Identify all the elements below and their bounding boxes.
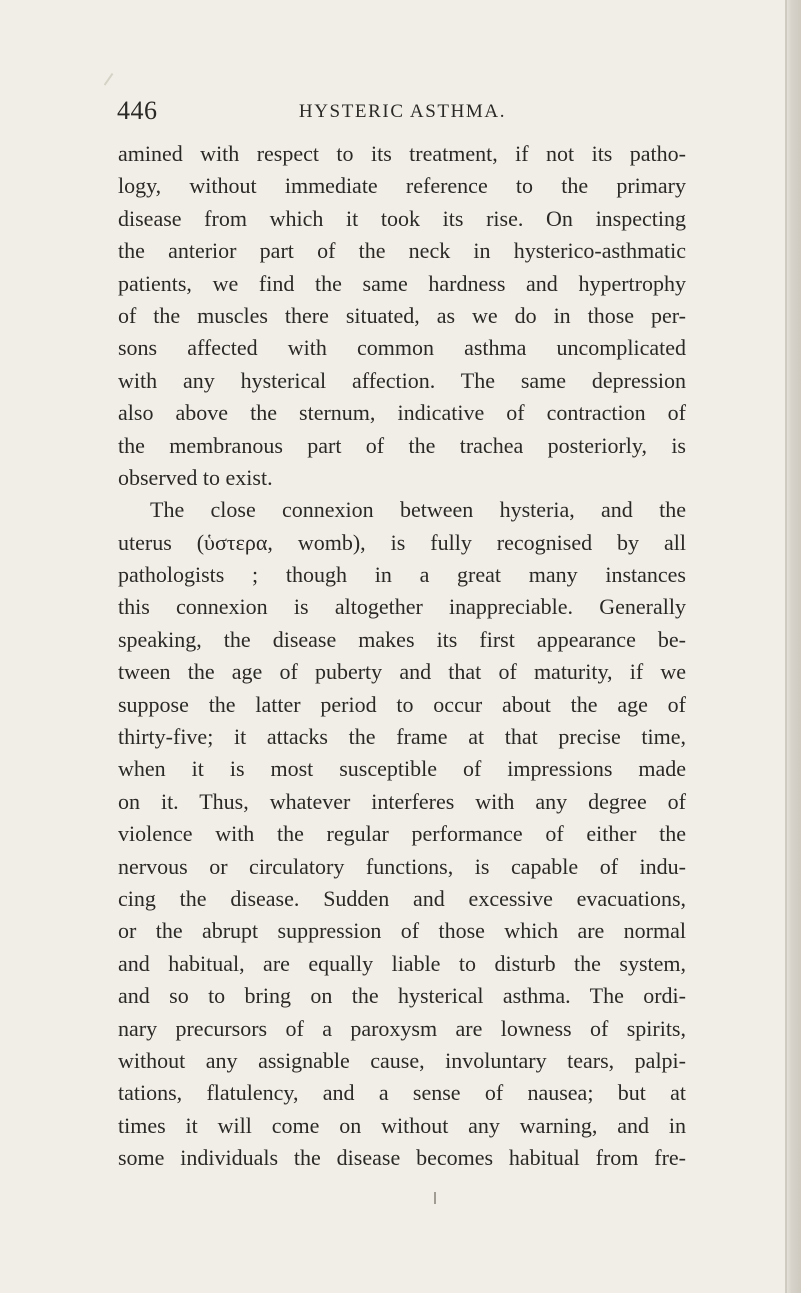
text-line: the anterior part of the neck in hysterico-asthmatic (118, 238, 686, 264)
page-edge-line (785, 0, 787, 1293)
text-line: tations, flatulency, and a sense of nausea; but at (118, 1080, 686, 1106)
paragraph-start-line: The close connexion between hysteria, and the (150, 497, 686, 523)
text-line: logy, without immediate reference to the primary (118, 173, 686, 199)
text-line: cing the disease. Sudden and excessive evacuations, (118, 885, 686, 911)
running-head: HYSTERIC ASTHMA. (298, 101, 507, 122)
text-line: or the abrupt suppression of those which are normal (118, 918, 686, 944)
text-line: thirty-five; it attacks the frame at that precise time, (118, 724, 686, 750)
text-line: violence with the regular performance of either the (118, 821, 686, 847)
text-line: the membranous part of the trachea posteriorly, is (118, 432, 686, 458)
body-text (118, 138, 686, 1175)
page-header (0, 96, 801, 136)
page-edge-shadow (785, 0, 801, 1293)
text-line: speaking, the disease makes its first appearance be- (118, 626, 686, 652)
text-line: uterus (ὑστερα, womb), is fully recognised by all (118, 529, 686, 555)
text-line: nary precursors of a paroxysm are lowness of spirits, (118, 1015, 686, 1041)
text-line: of the muscles there situated, as we do in those per- (118, 302, 686, 328)
text-line: when it is most susceptible of impressions made (118, 756, 686, 782)
text-line: some individuals the disease becomes habitual from fre- (118, 1145, 686, 1171)
paragraph-end-line: observed to exist. (118, 464, 273, 490)
text-line: on it. Thus, whatever interferes with any degree of (118, 788, 686, 814)
page-number: 446 (117, 96, 158, 125)
text-line: this connexion is altogether inappreciable. Generally (118, 594, 686, 620)
text-line: amined with respect to its treatment, if not its patho- (118, 141, 686, 166)
text-line: nervous or circulatory functions, is capable of indu- (118, 853, 686, 879)
text-line: with any hysterical affection. The same depression (118, 367, 686, 393)
text-line: times it will come on without any warning, and in (118, 1112, 686, 1138)
text-line: pathologists ; though in a great many instances (118, 562, 686, 588)
text-line: without any assignable cause, involuntary tears, palpi- (118, 1047, 686, 1073)
text-line: tween the age of puberty and that of maturity, if we (118, 659, 686, 685)
pencil-mark (104, 73, 119, 89)
text-line: sons affected with common asthma uncomplicated (118, 335, 686, 361)
text-line: also above the sternum, indicative of contraction of (118, 400, 686, 426)
stray-ink-mark (434, 1192, 436, 1204)
text-line: and habitual, are equally liable to disturb the system, (118, 950, 686, 976)
text-line: and so to bring on the hysterical asthma. The ordi- (118, 983, 686, 1009)
text-line: suppose the latter period to occur about the age of (118, 691, 686, 717)
text-line: disease from which it took its rise. On inspecting (118, 205, 686, 231)
text-line: patients, we find the same hardness and hypertrophy (118, 270, 686, 296)
